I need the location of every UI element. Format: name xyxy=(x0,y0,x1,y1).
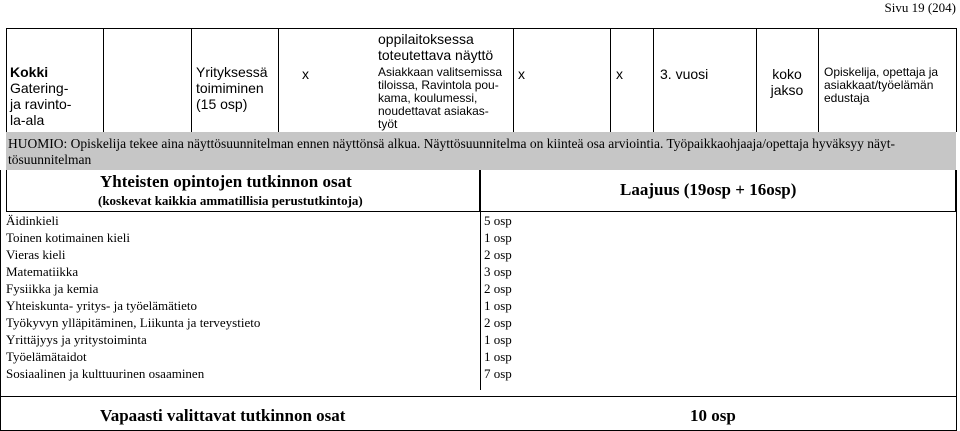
page-number: Sivu 19 (204) xyxy=(884,0,956,15)
assessors-line-3: edustaja xyxy=(824,91,870,105)
row-value: 2 osp xyxy=(484,281,512,296)
sector-line-3: ja ravinto- xyxy=(10,96,72,112)
mark-x-3: x xyxy=(616,66,623,82)
common-studies-title: Yhteisten opintojen tutkinnon osat xyxy=(100,172,352,191)
common-studies-table xyxy=(0,170,960,431)
note-line-2: tösuunnitelman xyxy=(8,152,92,167)
module-line-3: (15 osp) xyxy=(196,96,248,112)
row-label: Yhteiskunta- yritys- ja työelämätieto xyxy=(6,298,197,313)
sector-line-1: Kokki xyxy=(10,64,49,80)
row-label: Sosiaalinen ja kulttuurinen osaaminen xyxy=(6,366,205,381)
demonstration-line-5: työt xyxy=(378,117,398,131)
row-value: 1 osp xyxy=(484,298,512,313)
demonstration-cell xyxy=(378,31,512,131)
sector-cell xyxy=(10,64,100,128)
demonstration-line-1: Asiakkaan valitsemissa xyxy=(378,65,503,79)
mark-x-2: x xyxy=(518,66,525,82)
year-cell: 3. vuosi xyxy=(660,66,709,82)
common-studies-subtitle: (koskevat kaikkia ammatillisia perustutkintoja) xyxy=(98,193,363,208)
sector-line-4: la-ala xyxy=(10,112,45,128)
period-line-2: jakso xyxy=(770,82,804,98)
row-label: Vieras kieli xyxy=(6,247,66,262)
row-label: Työelämätaidot xyxy=(6,349,87,364)
optional-studies-value: 10 osp xyxy=(690,406,736,425)
mark-x-1: x xyxy=(302,66,309,82)
demonstration-line-4: noudettavat asiakas- xyxy=(378,104,489,118)
assessors-line-1: Opiskelija, opettaja ja xyxy=(824,65,939,79)
row-value: 5 osp xyxy=(484,213,512,228)
row-value: 7 osp xyxy=(484,366,512,381)
demonstration-heading-1: oppilaitoksessa xyxy=(378,31,474,47)
note-line-1: HUOMIO: Opiskelija tekee aina näyttösuunnitelman ennen näyttönsä alkua. Näyttösuunnitelma on kiinteä osa arviointia. Työpaikkaohjaaja/opettaja hyväksyy näyt- xyxy=(8,136,895,151)
row-label: Toinen kotimainen kieli xyxy=(6,230,131,245)
demonstration-heading-2: toteutettava näyttö xyxy=(378,47,494,63)
period-line-1: koko xyxy=(772,66,802,82)
note-band xyxy=(6,132,956,170)
module-line-2: toimiminen xyxy=(196,80,264,96)
row-label: Työkyvyn ylläpitäminen, Liikunta ja terveystieto xyxy=(6,315,261,330)
row-value: 1 osp xyxy=(484,349,512,364)
row-label: Yrittäjyys ja yritystoiminta xyxy=(6,332,147,347)
row-value: 1 osp xyxy=(484,230,512,245)
period-cell xyxy=(756,66,818,98)
row-value: 2 osp xyxy=(484,247,512,262)
row-value: 2 osp xyxy=(484,315,512,330)
module-line-1: Yrityksessä xyxy=(196,64,268,80)
optional-studies-title: Vapaasti valittavat tutkinnon osat xyxy=(100,406,346,425)
module-cell xyxy=(196,64,278,112)
row-value: 1 osp xyxy=(484,332,512,347)
extent-heading: Laajuus (19osp + 16osp) xyxy=(620,180,797,199)
row-label: Matematiikka xyxy=(6,264,79,279)
demonstration-line-2: tiloissa, Ravintola pou- xyxy=(378,78,499,92)
sector-line-2: Gatering- xyxy=(10,80,69,96)
demonstration-line-3: kama, koulumessi, xyxy=(378,91,478,105)
row-label: Fysiikka ja kemia xyxy=(6,281,99,296)
top-table xyxy=(6,28,956,132)
row-label: Äidinkieli xyxy=(6,213,59,228)
assessors-line-2: asiakkaat/työelämän xyxy=(824,78,934,92)
row-value: 3 osp xyxy=(484,264,512,279)
assessors-cell xyxy=(824,66,954,105)
